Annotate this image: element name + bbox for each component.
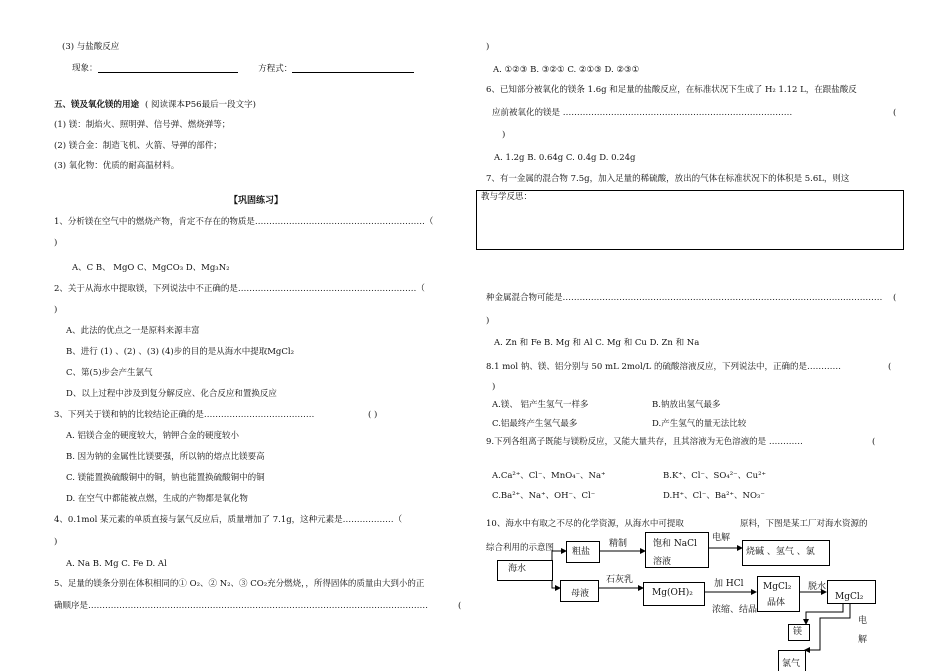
- q2-close: ): [54, 305, 58, 315]
- hcl-label: 加 HCl: [714, 579, 744, 589]
- q8-option-b: B.钠放出氢气最多: [652, 400, 721, 410]
- q5-cont: 确顺序是…………………………………………………………………………………………………………: [54, 601, 429, 611]
- phenomenon-label: 现象： 方程式：: [72, 64, 414, 73]
- q8-option-d: D.产生氢气的量无法比较: [652, 419, 747, 429]
- use-1: (1) 镁：制焰火、照明弹、信号弹、燃烧弹等；: [54, 120, 231, 130]
- q7-options: A. Zn 和 Fe B. Mg 和 Al C. Mg 和 Cu D. Zn 和 Na: [494, 338, 700, 348]
- use-3: (3) 氧化物：优质的耐高温材料。: [54, 161, 180, 171]
- q8: 8.1 mol 钠、镁、铝分别与 50 mL 2mol/L 的硫酸溶液反应，下列说法中，正确的是…………: [486, 362, 841, 372]
- q3-option-d: D. 在空气中都能被点燃，生成的产物都是氧化物: [66, 494, 248, 504]
- q10-cont: 原料，下图是某工厂对海水资源的: [740, 519, 868, 529]
- q3-option-a: A. 铝镁合金的硬度较大，钠钾合金的硬度较小: [66, 431, 240, 441]
- q9-option-d: D.H⁺、Cl⁻、Ba²⁺、NO₃⁻: [663, 491, 765, 501]
- lime-label: 石灰乳: [606, 575, 634, 585]
- nacl-label: 饱和 NaCl: [653, 539, 697, 549]
- q6-paren: (: [893, 108, 897, 118]
- q8-close: ): [492, 382, 496, 392]
- mgoh-label: Mg(OH)₂: [652, 588, 693, 598]
- q8-option-c: C.铝最终产生氢气最多: [492, 419, 578, 429]
- q7: 7、有一金属的混合物 7.5g，加入足量的稀硫酸，放出的气体在标准状况下的体积是 5.6L，则这: [486, 174, 850, 184]
- cl2-label: 氯气: [782, 659, 801, 669]
- q4-close: ): [54, 537, 58, 547]
- electrolysis-label: 电解: [712, 533, 731, 543]
- q2-option-b: B、进行 (1) 、(2) 、(3) (4)步的目的是从海水中提取MgCl₂: [66, 347, 294, 357]
- q9-option-c: C.Ba²⁺、Na⁺、OH⁻、Cl⁻: [492, 491, 596, 501]
- left-l1: (3) 与盐酸反应: [62, 42, 120, 52]
- mother-liquor-label: 母液: [571, 589, 590, 599]
- electrolysis-v2: 解: [858, 635, 868, 645]
- q5-options: A. ①②③ B. ③②① C. ②①③ D. ②③①: [493, 65, 640, 75]
- q2-option-d: D、以上过程中涉及到复分解反应、化合反应和置换反应: [66, 389, 277, 399]
- mgcl2-label: MgCl₂: [835, 592, 864, 602]
- q6-cont: 应前被氧化的镁是 ………………………………………………………………………: [492, 108, 793, 118]
- refine-label: 精制: [609, 539, 628, 549]
- q9: 9.下列各组离子既能与镁粉反应，又能大量共存，且其溶液为无色溶液的是 …………: [486, 437, 803, 447]
- mgcl2-crystal-label: MgCl₂: [763, 582, 792, 592]
- q3-option-b: B. 因为钠的金属性比镁要强，所以钠的熔点比镁要高: [66, 452, 265, 462]
- q6-close: ): [502, 130, 506, 140]
- q1-options: A、C B、 MgO C、MgCO₃ D、Mg₃N₂: [72, 263, 230, 273]
- q3-paren: ( ): [368, 410, 378, 420]
- q3-option-c: C. 镁能置换硫酸铜中的铜，钠也能置换硫酸铜中的铜: [66, 473, 265, 483]
- q2-option-c: C、第(5)步会产生氯气: [66, 368, 153, 378]
- section5-title: 五、镁及氧化镁的用途 ( 阅读课本P56最后一段文字): [54, 100, 256, 110]
- use-2: (2) 镁合金：制造飞机、火箭、导弹的部件；: [54, 141, 222, 151]
- q2: 2、关于从海水中提取镁，下列说法中不正确的是………………………………………………………（: [54, 284, 425, 294]
- q6: 6、已知部分被氧化的镁条 1.6g 和足量的盐酸反应，在标准状况下生成了 H₂ 1.12 L，在跟盐酸反: [486, 85, 857, 95]
- seawater-label: 海水: [508, 564, 527, 574]
- nacl-label-2: 溶液: [653, 557, 672, 567]
- q5-paren: (: [458, 601, 462, 611]
- q9-option-b: B.K⁺、Cl⁻、SO₄²⁻、Cu²⁺: [663, 471, 766, 481]
- q2-option-a: A、此法的优点之一是原料来源丰富: [66, 326, 200, 336]
- q8-paren: (: [888, 362, 892, 372]
- q9-paren: (: [872, 437, 876, 447]
- concentrate-label: 浓缩、结晶: [712, 605, 758, 615]
- dehydrate-label: 脱水: [808, 582, 827, 592]
- crude-salt-label: 粗盐: [572, 547, 591, 557]
- right-close: ): [486, 42, 490, 52]
- q4-options: A. Na B. Mg C. Fe D. Al: [66, 559, 167, 569]
- q1-close: ): [54, 238, 58, 248]
- reflection-label: 教与学反思：: [481, 192, 533, 202]
- q5: 5、足量的镁条分别在体积相同的① O₂、② N₂、③ CO₂充分燃烧，，所得固体的质量由大到小的正: [54, 579, 425, 589]
- q8-option-a: A.镁、 铝产生氢气一样多: [492, 400, 589, 410]
- practice-title: 【巩固练习】: [229, 196, 284, 206]
- q10-line2: 综合利用的示意图: [486, 543, 555, 553]
- q6-options: A. 1.2g B. 0.64g C. 0.4g D. 0.24g: [494, 153, 636, 163]
- products-label: 烧碱 、氢气 、氯: [746, 547, 815, 557]
- mg-label: 镁: [793, 627, 803, 637]
- q3: 3、下列关于镁和钠的比较结论正确的是…………………………………: [54, 410, 315, 420]
- q7-paren: (: [893, 293, 897, 303]
- electrolysis-v1: 电: [858, 616, 868, 626]
- q10: 10、海水中有取之不尽的化学资源，从海水中可提取: [486, 519, 684, 529]
- q1: 1、分析镁在空气中的燃烧产物，肯定不存在的物质是……………………………………………………（: [54, 217, 434, 227]
- q7-close: ): [486, 316, 490, 326]
- q4: 4、0.1mol 某元素的单质直接与氯气反应后，质量增加了 7.1g，这种元素是………………（: [54, 515, 403, 525]
- q7-cont: 种金属混合物可能是………………………………………………………………………………………..…………: [486, 293, 883, 303]
- q9-option-a: A.Ca²⁺、Cl⁻、MnO₄⁻、Na⁺: [492, 471, 606, 481]
- crystal-label: 晶体: [767, 598, 786, 608]
